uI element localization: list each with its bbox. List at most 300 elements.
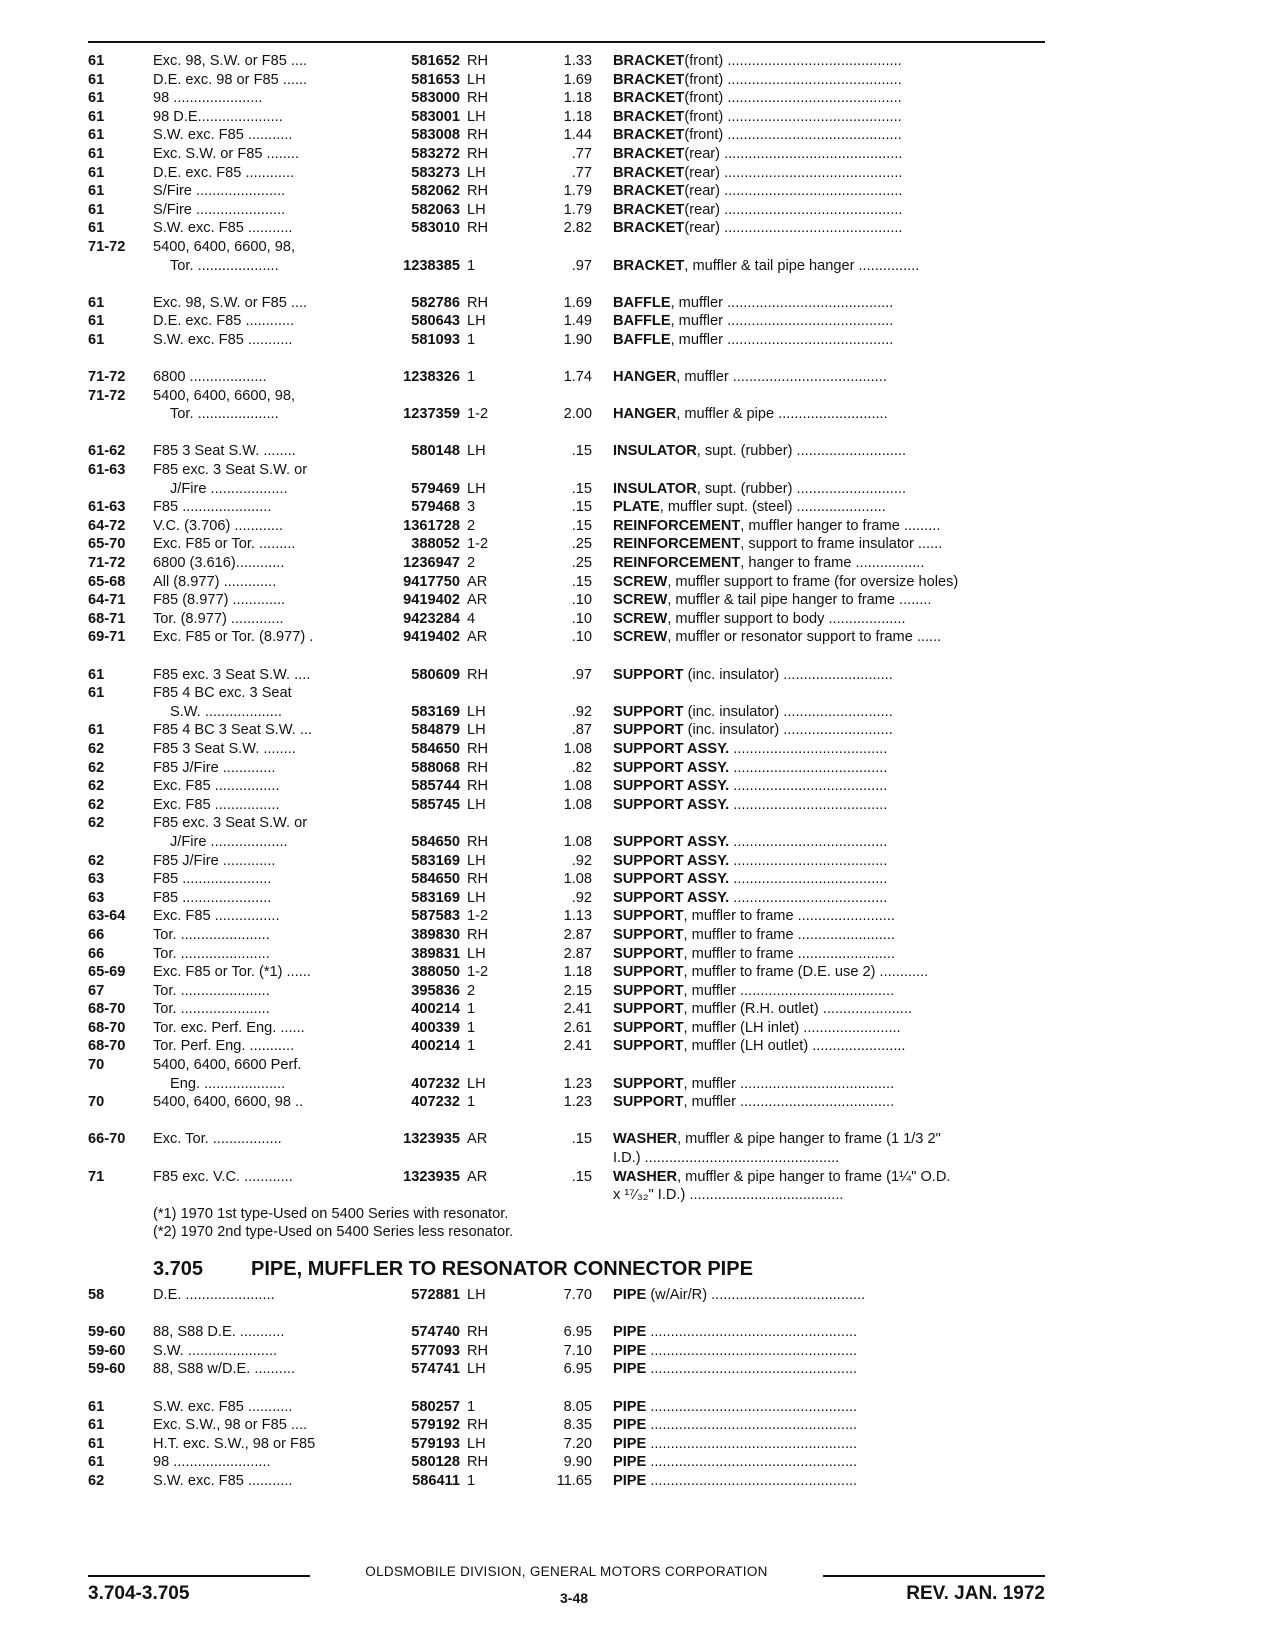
footer-rule-left <box>88 1575 310 1577</box>
price: .15 <box>571 443 592 460</box>
model-years: 63 <box>88 889 105 906</box>
description-detail: ................................................... <box>646 1472 858 1489</box>
price: 1.18 <box>563 964 592 981</box>
description-detail: (w/Air/R) ...................................... <box>646 1287 866 1303</box>
quantity: LH <box>467 108 486 125</box>
part-number: 400214 <box>411 1038 460 1055</box>
parts-row <box>0 907 1263 926</box>
part-name: PIPE <box>613 1398 647 1415</box>
part-number: 585745 <box>411 796 460 813</box>
description-detail: , muffler (R.H. outlet) ...................... <box>683 1001 912 1018</box>
description-detail: x ¹⁷⁄₃₂" I.D.) ...................................... <box>613 1187 844 1204</box>
part-name: SUPPORT ASSY. <box>613 889 730 906</box>
part-name: PIPE <box>613 1361 647 1378</box>
quantity: LH <box>467 1287 486 1303</box>
part-number: 581652 <box>411 53 460 69</box>
parts-row <box>0 666 1263 685</box>
part-number: 585744 <box>411 778 460 795</box>
description-detail: ...................................... <box>729 833 888 850</box>
model-years: 58 <box>88 1287 105 1303</box>
model-years: 62 <box>88 815 105 832</box>
application: 5400, 6400, 6600, 98 .. <box>153 1094 304 1111</box>
price: .10 <box>571 592 592 609</box>
application: Tor. Perf. Eng. ........... <box>153 1038 295 1055</box>
description-detail: , muffler ......................................... <box>670 331 894 348</box>
price: 1.08 <box>563 871 592 888</box>
quantity: LH <box>467 1435 486 1452</box>
part-number: 1238326 <box>403 369 460 386</box>
description <box>613 1342 1045 1361</box>
parts-row <box>0 703 1263 722</box>
description <box>613 740 1045 759</box>
model-years: 61 <box>88 220 105 237</box>
description <box>613 982 1045 1001</box>
model-years: 61 <box>88 1398 105 1415</box>
price: .82 <box>571 759 592 776</box>
description <box>613 610 1045 629</box>
description-detail: , muffler ......................................... <box>670 313 894 330</box>
quantity: RH <box>467 871 489 888</box>
quantity: LH <box>467 722 486 739</box>
parts-row <box>0 145 1263 164</box>
price: 1.23 <box>563 1075 592 1092</box>
parts-row <box>0 126 1263 145</box>
price: .92 <box>571 703 592 720</box>
part-number: 583273 <box>411 164 460 181</box>
quantity: 1 <box>467 1019 476 1036</box>
part-number: 574741 <box>411 1361 460 1378</box>
section-title: PIPE, MUFFLER TO RESONATOR CONNECTOR PIPE <box>251 1258 753 1280</box>
price: 8.35 <box>563 1417 592 1434</box>
description <box>613 294 1045 313</box>
part-name: SUPPORT <box>613 908 684 925</box>
part-number: 583001 <box>411 108 460 125</box>
price: 1.08 <box>563 740 592 757</box>
part-number: 9423284 <box>403 610 460 627</box>
footer-page-number: 3-48 <box>560 1590 589 1606</box>
price: .15 <box>571 1131 592 1148</box>
price: .15 <box>571 573 592 590</box>
model-years: 65-69 <box>88 964 126 981</box>
part-number: 582062 <box>411 183 460 200</box>
model-years: 64-72 <box>88 517 126 534</box>
parts-row <box>0 926 1263 945</box>
parts-row <box>0 368 1263 387</box>
model-years: 71 <box>88 1168 105 1185</box>
parts-row <box>0 257 1263 276</box>
price: 1.79 <box>563 201 592 218</box>
part-number: 584650 <box>411 740 460 757</box>
description <box>613 666 1045 685</box>
application: S.W. exc. F85 ........... <box>153 1398 293 1415</box>
quantity: 1 <box>467 1038 476 1055</box>
part-name: SCREW <box>613 573 668 590</box>
price: 1.79 <box>563 183 592 200</box>
part-number: 587583 <box>411 908 460 925</box>
part-name: PIPE <box>613 1454 647 1471</box>
description <box>613 368 1045 387</box>
price: 6.95 <box>563 1324 592 1341</box>
description-detail: , muffler ......................................... <box>670 294 894 311</box>
application: Tor. .................... <box>170 257 279 274</box>
price: 1.90 <box>563 331 592 348</box>
section-number: 3.705 <box>153 1258 204 1280</box>
part-number: 583169 <box>411 852 460 869</box>
description <box>613 554 1045 573</box>
description-detail: , muffler (LH outlet) ....................... <box>683 1038 906 1055</box>
parts-row <box>0 1398 1263 1417</box>
price: 2.87 <box>563 945 592 962</box>
application: F85 4 BC 3 Seat S.W. ... <box>153 722 312 739</box>
part-number: 407232 <box>411 1075 460 1092</box>
price: .10 <box>571 629 592 646</box>
section-heading <box>153 1258 753 1281</box>
part-name: SUPPORT ASSY. <box>613 778 730 795</box>
part-number: 388050 <box>411 964 460 981</box>
description-detail: ................................................... <box>646 1454 858 1471</box>
model-years: 64-71 <box>88 592 126 609</box>
row-spacer <box>0 1379 1263 1398</box>
description <box>613 870 1045 889</box>
description-detail: (front) ........................................... <box>684 53 902 69</box>
part-name: BRACKET <box>613 90 685 107</box>
parts-row <box>0 982 1263 1001</box>
application: D.E. ...................... <box>153 1287 275 1303</box>
model-years: 71-72 <box>88 387 126 404</box>
application: D.E. exc. 98 or F85 ...... <box>153 71 308 88</box>
part-name: SCREW <box>613 610 668 627</box>
description <box>613 1435 1045 1454</box>
description <box>613 963 1045 982</box>
application: Exc. F85 ................ <box>153 796 280 813</box>
application: All (8.977) ............. <box>153 573 277 590</box>
part-name: PIPE <box>613 1435 647 1452</box>
description-detail: ................................................... <box>646 1324 858 1341</box>
part-name: SCREW <box>613 592 668 609</box>
part-number: 584650 <box>411 871 460 888</box>
part-name: SUPPORT <box>613 982 684 999</box>
parts-row <box>0 1435 1263 1454</box>
quantity: RH <box>467 759 489 776</box>
part-number: 1236947 <box>403 555 460 572</box>
part-number: 580643 <box>411 313 460 330</box>
quantity: LH <box>467 201 486 218</box>
footer-corporation: OLDSMOBILE DIVISION, GENERAL MOTORS CORPORATION <box>365 1564 768 1579</box>
quantity: 1 <box>467 1398 476 1415</box>
description-detail: (rear) ............................................ <box>684 164 903 181</box>
quantity: LH <box>467 1361 486 1378</box>
part-number: 583169 <box>411 889 460 906</box>
part-name: SUPPORT <box>613 1001 684 1018</box>
price: .92 <box>571 852 592 869</box>
part-name: SUPPORT ASSY. <box>613 740 730 757</box>
parts-row <box>0 684 1263 703</box>
parts-row <box>0 1472 1263 1491</box>
parts-row <box>0 1093 1263 1112</box>
part-number: 577093 <box>411 1342 460 1359</box>
application: Exc. F85 ................ <box>153 908 280 925</box>
quantity: RH <box>467 833 489 850</box>
part-name: SUPPORT <box>613 722 684 739</box>
price: .77 <box>571 145 592 162</box>
description-detail: (rear) ............................................ <box>684 220 903 237</box>
part-number: 1238385 <box>403 257 460 274</box>
description <box>613 1019 1045 1038</box>
parts-row <box>0 312 1263 331</box>
application: S/Fire ...................... <box>153 201 286 218</box>
application: J/Fire ................... <box>170 480 288 497</box>
part-number: 583272 <box>411 145 460 162</box>
price: 2.82 <box>563 220 592 237</box>
quantity: 1 <box>467 331 476 348</box>
footer-rule-right <box>823 1575 1045 1577</box>
description <box>613 442 1045 461</box>
model-years: 69-71 <box>88 629 126 646</box>
part-name: PIPE <box>613 1324 647 1341</box>
description <box>613 1416 1045 1435</box>
quantity: RH <box>467 666 489 683</box>
application: Tor. ...................... <box>153 982 270 999</box>
part-number: 588068 <box>411 759 460 776</box>
row-spacer <box>0 275 1263 294</box>
description-detail: , muffler & pipe ........................... <box>676 406 888 423</box>
application: Exc. Tor. ................. <box>153 1131 282 1148</box>
part-name: BRACKET <box>613 108 685 125</box>
parts-row <box>0 480 1263 499</box>
description <box>613 1360 1045 1379</box>
parts-row <box>0 945 1263 964</box>
part-number: 583010 <box>411 220 460 237</box>
application: Exc. F85 or Tor. (*1) ...... <box>153 964 311 981</box>
part-number: 583008 <box>411 127 460 144</box>
part-name: BRACKET <box>613 164 685 181</box>
model-years: 68-70 <box>88 1038 126 1055</box>
description-detail: , muffler support to body ................... <box>667 610 906 627</box>
application: 98 ........................ <box>153 1454 271 1471</box>
parts-row <box>0 89 1263 108</box>
part-name: SUPPORT <box>613 703 684 720</box>
price: 7.10 <box>563 1342 592 1359</box>
description-detail: (front) ........................................... <box>684 90 902 107</box>
model-years: 71-72 <box>88 369 126 386</box>
quantity: AR <box>467 592 488 609</box>
description-detail: ................................................... <box>646 1417 858 1434</box>
application: F85 3 Seat S.W. ........ <box>153 740 296 757</box>
model-years: 59-60 <box>88 1342 126 1359</box>
description <box>613 796 1045 815</box>
model-years: 62 <box>88 1472 105 1489</box>
description-detail: , muffler support to frame (for oversize holes) <box>667 573 959 590</box>
description <box>613 1168 1045 1187</box>
description <box>613 145 1045 164</box>
description <box>613 1286 1045 1305</box>
part-name: SUPPORT <box>613 1019 684 1036</box>
quantity: LH <box>467 313 486 330</box>
part-name: PIPE <box>613 1472 647 1489</box>
model-years: 62 <box>88 796 105 813</box>
quantity: AR <box>467 629 488 646</box>
description <box>613 219 1045 238</box>
description <box>613 1037 1045 1056</box>
model-years: 61 <box>88 127 105 144</box>
parts-row <box>0 777 1263 796</box>
price: 1.08 <box>563 796 592 813</box>
model-years: 62 <box>88 759 105 776</box>
description-detail: , muffler ...................................... <box>683 982 895 999</box>
price: 2.41 <box>563 1038 592 1055</box>
part-name: REINFORCEMENT <box>613 555 741 572</box>
price: 9.90 <box>563 1454 592 1471</box>
model-years: 70 <box>88 1094 105 1111</box>
description-detail: (inc. insulator) ........................... <box>683 703 893 720</box>
parts-row <box>0 1075 1263 1094</box>
description-detail: (front) ........................................... <box>684 127 902 144</box>
quantity: RH <box>467 1454 489 1471</box>
parts-row <box>0 71 1263 90</box>
quantity: LH <box>467 71 486 88</box>
row-spacer <box>0 424 1263 443</box>
model-years: 63 <box>88 871 105 888</box>
price: .97 <box>571 666 592 683</box>
description-detail: ...................................... <box>729 759 888 776</box>
model-years: 62 <box>88 778 105 795</box>
description <box>613 108 1045 127</box>
model-years: 61 <box>88 145 105 162</box>
description <box>613 1186 1045 1205</box>
quantity: RH <box>467 926 489 943</box>
part-number: 574740 <box>411 1324 460 1341</box>
description-detail: ...................................... <box>729 740 888 757</box>
quantity: 1 <box>467 1094 476 1111</box>
part-name: SUPPORT <box>613 926 684 943</box>
model-years: 62 <box>88 740 105 757</box>
part-name: REINFORCEMENT <box>613 517 741 534</box>
description <box>613 331 1045 350</box>
description-detail: , muffler ...................................... <box>683 1094 895 1111</box>
model-years: 61 <box>88 53 105 69</box>
model-years: 61-63 <box>88 462 126 479</box>
description-detail: , muffler to frame ........................ <box>683 926 895 943</box>
quantity: AR <box>467 573 488 590</box>
parts-row <box>0 628 1263 647</box>
application: S.W. exc. F85 ........... <box>153 331 293 348</box>
parts-row <box>0 1019 1263 1038</box>
parts-row <box>0 405 1263 424</box>
description-detail: (rear) ............................................ <box>684 145 903 162</box>
description-detail: ...................................... <box>729 852 888 869</box>
price: 8.05 <box>563 1398 592 1415</box>
part-name: BAFFLE <box>613 313 671 330</box>
model-years: 62 <box>88 852 105 869</box>
quantity: LH <box>467 164 486 181</box>
application: 6800 (3.616)............ <box>153 555 285 572</box>
part-name: BAFFLE <box>613 331 671 348</box>
parts-row <box>0 963 1263 982</box>
application: F85 ...................... <box>153 499 272 516</box>
application: D.E. exc. F85 ............ <box>153 313 295 330</box>
quantity: 1 <box>467 1001 476 1018</box>
application: V.C. (3.706) ............ <box>153 517 284 534</box>
part-number: 580257 <box>411 1398 460 1415</box>
part-name: SUPPORT <box>613 945 684 962</box>
quantity: LH <box>467 889 486 906</box>
application: F85 exc. 3 Seat S.W. or <box>153 815 308 832</box>
price: 1.44 <box>563 127 592 144</box>
description-detail: , muffler ...................................... <box>683 1075 895 1092</box>
description-detail: , muffler hanger to frame ......... <box>740 517 941 534</box>
part-name: BAFFLE <box>613 294 671 311</box>
description-detail: , hanger to frame ................. <box>740 555 925 572</box>
part-name: BRACKET <box>613 127 685 144</box>
description-detail: (rear) ............................................ <box>684 201 903 218</box>
application: Exc. F85 ................ <box>153 778 280 795</box>
part-number: 9419402 <box>403 592 460 609</box>
description-detail: , muffler supt. (steel) ...................... <box>659 499 886 516</box>
parts-row <box>0 1453 1263 1472</box>
quantity: RH <box>467 1324 489 1341</box>
model-years: 61 <box>88 1417 105 1434</box>
description <box>613 573 1045 592</box>
part-name: HANGER <box>613 406 677 423</box>
description-detail: , muffler ...................................... <box>676 369 887 386</box>
price: 1.08 <box>563 833 592 850</box>
description <box>613 182 1045 201</box>
model-years: 61 <box>88 108 105 125</box>
parts-row <box>0 833 1263 852</box>
part-name: BRACKET <box>613 201 685 218</box>
quantity: 2 <box>467 517 476 534</box>
price: 1.69 <box>563 294 592 311</box>
price: .77 <box>571 164 592 181</box>
quantity: 2 <box>467 982 476 999</box>
price: .97 <box>571 257 592 274</box>
part-name: SUPPORT <box>613 666 684 683</box>
part-number: 579468 <box>411 499 460 516</box>
price: .15 <box>571 480 592 497</box>
price: .25 <box>571 536 592 553</box>
part-name: BRACKET <box>613 53 685 69</box>
part-name: PIPE <box>613 1417 647 1434</box>
application: 98 D.E..................... <box>153 108 283 125</box>
description-detail: ...................................... <box>729 796 888 813</box>
description-detail: ................................................... <box>646 1398 858 1415</box>
application: Tor. ...................... <box>153 926 270 943</box>
description <box>613 1472 1045 1491</box>
model-years: 67 <box>88 982 105 999</box>
part-number: 579192 <box>411 1417 460 1434</box>
price: 1.08 <box>563 778 592 795</box>
parts-row <box>0 201 1263 220</box>
footer-corporation-line <box>88 1564 1045 1578</box>
application: D.E. exc. F85 ............ <box>153 164 295 181</box>
description <box>613 926 1045 945</box>
top-rule <box>88 41 1045 43</box>
model-years: 61 <box>88 183 105 200</box>
application: Exc. F85 or Tor. ......... <box>153 536 296 553</box>
application: Tor. ...................... <box>153 1001 270 1018</box>
parts-row <box>0 182 1263 201</box>
price: .92 <box>571 889 592 906</box>
model-years: 61 <box>88 1454 105 1471</box>
model-years: 61 <box>88 71 105 88</box>
parts-row <box>0 870 1263 889</box>
part-number: 583169 <box>411 703 460 720</box>
parts-row <box>0 1416 1263 1435</box>
footer-revision: REV. JAN. 1972 <box>906 1583 1045 1604</box>
application: J/Fire ................... <box>170 833 288 850</box>
description-detail: , muffler & tail pipe hanger ............... <box>684 257 920 274</box>
part-number: 9417750 <box>403 573 460 590</box>
